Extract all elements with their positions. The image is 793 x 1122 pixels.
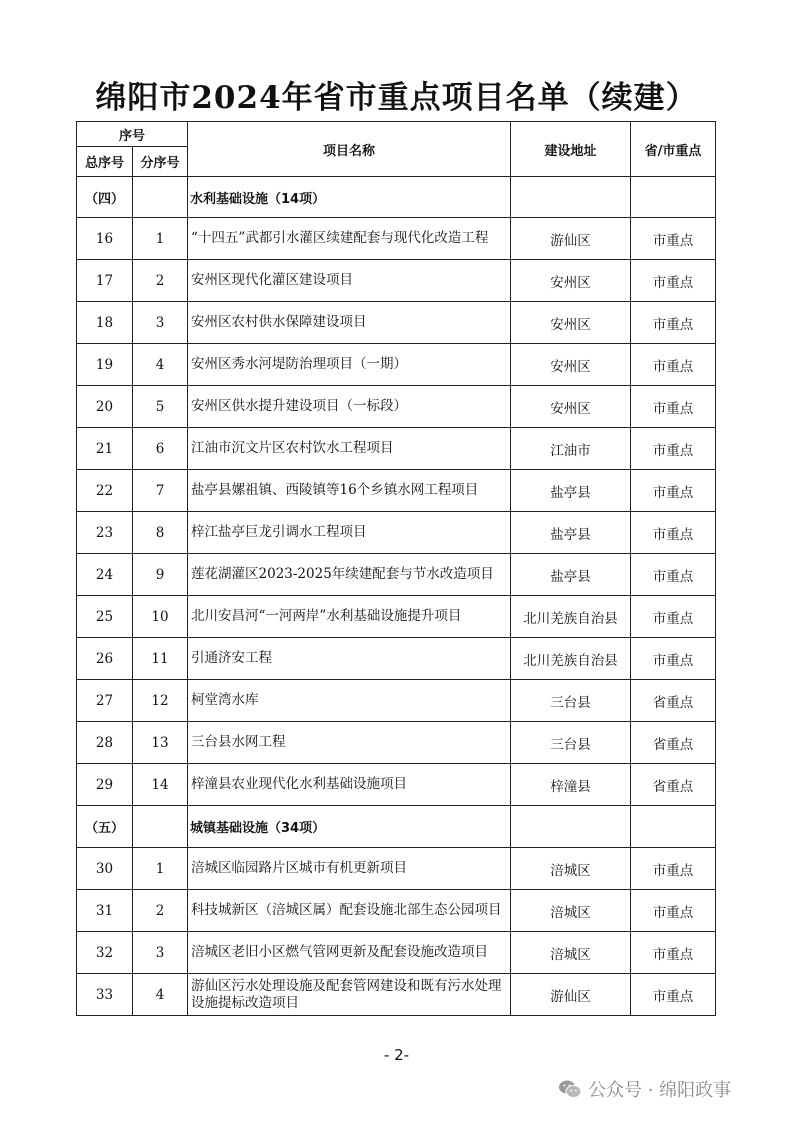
total-seq-cell: 22 <box>77 470 133 512</box>
total-seq-cell: 23 <box>77 512 133 554</box>
header-row-top <box>77 122 716 147</box>
header-sub-seq: 分序号 <box>133 147 188 177</box>
total-seq-cell: 30 <box>77 848 133 890</box>
sub-seq-cell: 11 <box>133 638 188 680</box>
section-row <box>77 806 716 848</box>
level-cell: 市重点 <box>631 890 716 932</box>
project-name-cell: 安州区秀水河堤防治理项目（一期） <box>188 344 511 386</box>
total-seq-cell: 24 <box>77 554 133 596</box>
sub-seq-cell: 1 <box>133 218 188 260</box>
project-name-cell: 安州区现代化灌区建设项目 <box>188 260 511 302</box>
location-cell: 北川羌族自治县 <box>511 638 631 680</box>
page-title: 绵阳市2024年省市重点项目名单（续建） <box>95 80 698 116</box>
project-name-cell: 盐亭县嫘祖镇、西陵镇等16个乡镇水网工程项目 <box>188 470 511 512</box>
location-cell: 北川羌族自治县 <box>511 596 631 638</box>
sub-seq-cell: 8 <box>133 512 188 554</box>
section-empty-cell <box>631 177 716 218</box>
total-seq-cell: 18 <box>77 302 133 344</box>
total-seq-cell: 21 <box>77 428 133 470</box>
location-cell: 安州区 <box>511 344 631 386</box>
total-seq-cell: 27 <box>77 680 133 722</box>
table-row <box>77 386 716 428</box>
location-cell: 江油市 <box>511 428 631 470</box>
project-name-cell: 柯堂湾水库 <box>188 680 511 722</box>
header-level: 省/市重点 <box>631 122 716 177</box>
sub-seq-cell: 3 <box>133 932 188 974</box>
total-seq-cell: 28 <box>77 722 133 764</box>
location-cell: 三台县 <box>511 680 631 722</box>
total-seq-cell: 17 <box>77 260 133 302</box>
project-name-cell: 安州区供水提升建设项目（一标段） <box>188 386 511 428</box>
section-row <box>77 177 716 218</box>
section-title: 水利基础设施（14项） <box>188 177 511 218</box>
sub-seq-cell: 2 <box>133 260 188 302</box>
watermark <box>558 1076 731 1102</box>
project-name-cell: 涪城区老旧小区燃气管网更新及配套设施改造项目 <box>188 932 511 974</box>
location-cell: 三台县 <box>511 722 631 764</box>
header-location: 建设地址 <box>511 122 631 177</box>
table-row <box>77 932 716 974</box>
project-name-cell: 安州区农村供水保障建设项目 <box>188 302 511 344</box>
level-cell: 省重点 <box>631 764 716 806</box>
project-name-cell: 梓江盐亭巨龙引调水工程项目 <box>188 512 511 554</box>
sub-seq-cell: 3 <box>133 302 188 344</box>
level-cell: 市重点 <box>631 596 716 638</box>
location-cell: 梓潼县 <box>511 764 631 806</box>
level-cell: 市重点 <box>631 386 716 428</box>
header-project-name: 项目名称 <box>188 122 511 177</box>
sub-seq-cell: 10 <box>133 596 188 638</box>
location-cell: 游仙区 <box>511 218 631 260</box>
location-cell: 涪城区 <box>511 932 631 974</box>
table-row <box>77 596 716 638</box>
table-row <box>77 218 716 260</box>
table-row <box>77 848 716 890</box>
level-cell: 市重点 <box>631 428 716 470</box>
project-name-cell: 梓潼县农业现代化水利基础设施项目 <box>188 764 511 806</box>
table-row <box>77 680 716 722</box>
section-title: 城镇基础设施（34项） <box>188 806 511 848</box>
table-row <box>77 470 716 512</box>
project-name-cell: 三台县水网工程 <box>188 722 511 764</box>
sub-seq-cell: 1 <box>133 848 188 890</box>
sub-seq-cell: 5 <box>133 386 188 428</box>
project-name-cell: 科技城新区（涪城区属）配套设施北部生态公园项目 <box>188 890 511 932</box>
header-seq-group: 序号 <box>77 122 188 147</box>
level-cell: 市重点 <box>631 470 716 512</box>
project-name-cell: “十四五”武都引水灌区续建配套与现代化改造工程 <box>188 218 511 260</box>
watermark-text: 公众号 · 绵阳政事 <box>588 1080 732 1101</box>
section-empty-cell <box>133 806 188 848</box>
location-cell: 盐亭县 <box>511 512 631 554</box>
section-empty-cell <box>133 177 188 218</box>
table-row <box>77 344 716 386</box>
location-cell: 涪城区 <box>511 848 631 890</box>
wechat-icon <box>558 1079 582 1099</box>
page-number: - 2- <box>383 1046 410 1064</box>
total-seq-cell: 32 <box>77 932 133 974</box>
location-cell: 游仙区 <box>511 974 631 1016</box>
level-cell: 市重点 <box>631 974 716 1016</box>
table-row <box>77 554 716 596</box>
project-name-cell: 涪城区临园路片区城市有机更新项目 <box>188 848 511 890</box>
level-cell: 市重点 <box>631 218 716 260</box>
location-cell: 安州区 <box>511 260 631 302</box>
table-row <box>77 764 716 806</box>
sub-seq-cell: 12 <box>133 680 188 722</box>
project-name-cell: 江油市沉文片区农村饮水工程项目 <box>188 428 511 470</box>
level-cell: 市重点 <box>631 260 716 302</box>
header-total-seq: 总序号 <box>77 147 133 177</box>
project-name-cell: 引通济安工程 <box>188 638 511 680</box>
section-empty-cell <box>631 806 716 848</box>
sub-seq-cell: 6 <box>133 428 188 470</box>
total-seq-cell: 33 <box>77 974 133 1016</box>
location-cell: 涪城区 <box>511 890 631 932</box>
total-seq-cell: 29 <box>77 764 133 806</box>
sub-seq-cell: 4 <box>133 974 188 1016</box>
total-seq-cell: 31 <box>77 890 133 932</box>
sub-seq-cell: 2 <box>133 890 188 932</box>
total-seq-cell: 25 <box>77 596 133 638</box>
level-cell: 市重点 <box>631 638 716 680</box>
total-seq-cell: 26 <box>77 638 133 680</box>
sub-seq-cell: 4 <box>133 344 188 386</box>
sub-seq-cell: 7 <box>133 470 188 512</box>
location-cell: 盐亭县 <box>511 554 631 596</box>
table-row <box>77 512 716 554</box>
table-row <box>77 638 716 680</box>
project-name-cell: 游仙区污水处理设施及配套管网建设和既有污水处理设施提标改造项目 <box>188 974 511 1016</box>
project-name-cell: 莲花湖灌区2023-2025年续建配套与节水改造项目 <box>188 554 511 596</box>
total-seq-cell: 19 <box>77 344 133 386</box>
table-row <box>77 890 716 932</box>
location-cell: 盐亭县 <box>511 470 631 512</box>
level-cell: 市重点 <box>631 554 716 596</box>
sub-seq-cell: 13 <box>133 722 188 764</box>
section-empty-cell <box>511 806 631 848</box>
level-cell: 省重点 <box>631 722 716 764</box>
location-cell: 安州区 <box>511 302 631 344</box>
level-cell: 市重点 <box>631 512 716 554</box>
total-seq-cell: 16 <box>77 218 133 260</box>
table-row <box>77 428 716 470</box>
level-cell: 省重点 <box>631 680 716 722</box>
location-cell: 安州区 <box>511 386 631 428</box>
table-row <box>77 260 716 302</box>
table-row <box>77 974 716 1016</box>
level-cell: 市重点 <box>631 848 716 890</box>
project-name-cell: 北川安昌河“一河两岸”水利基础设施提升项目 <box>188 596 511 638</box>
section-number: （五） <box>77 806 133 848</box>
table-row <box>77 302 716 344</box>
level-cell: 市重点 <box>631 344 716 386</box>
level-cell: 市重点 <box>631 302 716 344</box>
sub-seq-cell: 9 <box>133 554 188 596</box>
level-cell: 市重点 <box>631 932 716 974</box>
project-table <box>76 121 716 1016</box>
section-empty-cell <box>511 177 631 218</box>
table-row <box>77 722 716 764</box>
section-number: （四） <box>77 177 133 218</box>
total-seq-cell: 20 <box>77 386 133 428</box>
sub-seq-cell: 14 <box>133 764 188 806</box>
